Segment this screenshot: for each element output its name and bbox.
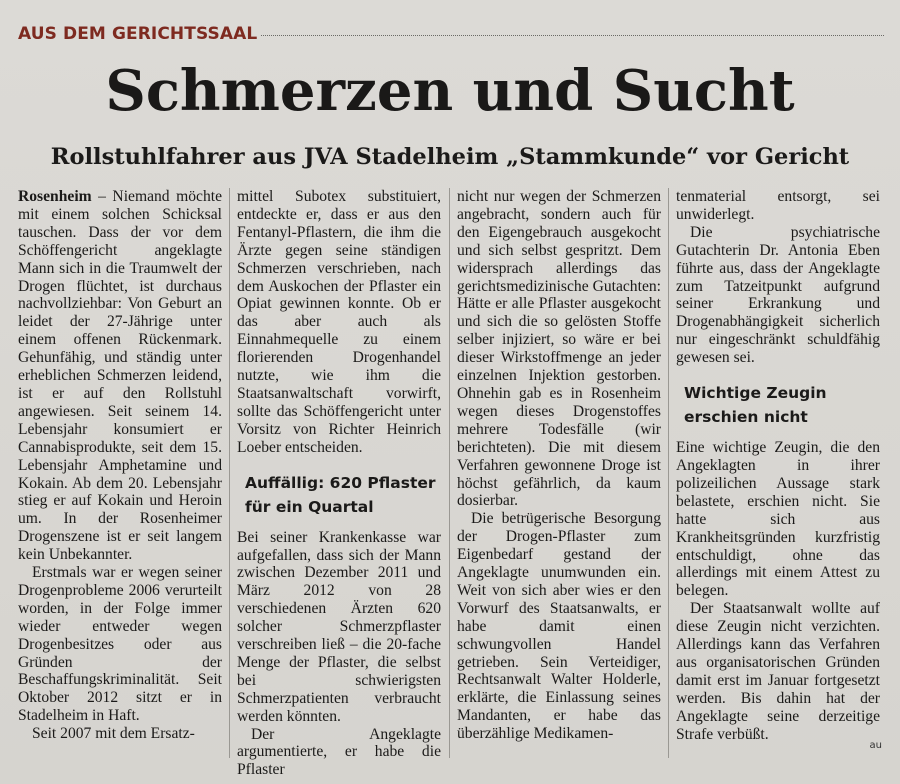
paragraph: Eine wichtige Zeugin, die den Angeklagten in ihrer polizeilichen Aussage stark belastete, erschien nicht. Sie hatte sich aus Krankheitsgründen kurzfristig entschuldigt, ohne das allerdings mit einem Attest zu belegen. [676,439,880,600]
article-column-2 [237,188,441,779]
paragraph: Der Angeklagte argumentierte, er habe die Pflaster [237,725,441,779]
paragraph: Erstmals war er wegen seiner Drogenprobleme 2006 verurteilt worden, in der Folge immer wieder entweder wegen Drogenbesitzes oder aus Gründen der Beschaffungskriminalität. Seit Oktober 2012 sitzt er in Stadelheim in Haft. [18,564,222,725]
paragraph [18,188,222,564]
paragraph: Der Staatsanwalt wollte auf diese Zeugin nicht verzichten. Allerdings kann das Verfahren aus organisatorischen Gründen damit erst im Januar fortgesetzt werden. Bis dahin hat der Angeklagte seine derzeitige Strafe verbüßt. [676,600,880,743]
author-tag: au [869,740,882,751]
article-column-1 [18,188,222,743]
paragraph: nicht nur wegen der Schmerzen angebracht, sondern auch für den Eigengebrauch ausgekocht und sich selbst gespritzt. Dem widersprach allerdings das gerichtsmedizinische Gutachten: Hätte er alle Pflaster ausgekocht und sich die so gelösten Stoffe selber injiziert, so wäre er bei dieser Wirkstoffmenge an jeder einzelnen Injektion gestorben. Ohnehin gab es in Rosenheim wegen dieses Drogenstoffes mehrere Todesfälle (wir berichteten). Die mit diesem Verfahren gewonnene Droge ist höchst gefährlich, da kaum dosierbar. [457,188,661,510]
rubric-dotted-rule [261,35,884,36]
rubric-row [18,24,884,46]
paragraph: tenmaterial entsorgt, sei unwiderlegt. [676,188,880,223]
intertitle: Wichtige Zeugin erschien nicht [684,384,827,427]
article-column-3 [457,188,661,743]
paragraph: Die betrügerische Besorgung der Drogen-Pflaster zum Eigenbedarf gestand der Angeklagte unumwunden ein. Weit von sich aber wies er den Vorwurf des Staatsanwalts, er habe damit einen schwungvollen Handel getrieben. Sein Verteidiger, Rechtsanwalt Walter Holderle, erklärte, die Einlassung seines Mandanten, er habe das überzählige Medikamen- [457,510,661,743]
column-divider [229,188,230,758]
subheadline: Rollstuhlfahrer aus JVA Stadelheim „Stammkunde“ vor Gericht [50,144,850,170]
paragraph: Die psychiatrische Gutachterin Dr. Antonia Eben führte aus, dass der Angeklagte zum Tatzeitpunkt aufgrund seiner Erkrankung und Drogenabhängigkeit sicherlich nur eingeschränkt schuldfähig gewesen sei. [676,223,880,367]
article-column-4 [676,188,880,743]
dateline: Rosenheim [18,188,92,205]
column-divider [449,188,450,758]
paragraph-text: – Niemand möchte mit einem solchen Schicksal tauschen. Dass der vor dem Schöffengericht angeklagte Mann sich in die Traumwelt der Drogen flüchtet, ist durchaus nachvollziehbar: Von Geburt an leidet der 27-Jährige unter einem offenen Rückenmark. Gehunfähig, und ständig unter erheblichen Schmerzen leidend, ist er auf den Rollstuhl angewiesen. Seit seinem 14. Lebensjahr konsumiert er Cannabisprodukte, seit dem 15. Lebensjahr Amphetamine und Kokain. Ab dem 20. Lebensjahr stieg er auf Kokain und Heroin um. In der Rosenheimer Drogenszene ist er seit langem kein Unbekannter. [18,188,222,564]
paragraph: mittel Subotex substituiert, entdeckte er, dass er aus den Fentanyl-Pflastern, die ihm die Ärzte gegen seine ständigen Schmerzen verschrieben, nach dem Auskochen der Pflaster ein Opiat gewinnen konnte. Ob er das aber auch als Einnahmequelle zu einem florierenden Drogenhandel nutzte, wie ihm die Staatsanwaltschaft vorwirft, sollte das Schöffengericht unter Vorsitz von Richter Heinrich Loeber entscheiden. [237,188,441,456]
rubric-label: AUS DEM GERICHTSSAAL [18,24,258,44]
headline: Schmerzen und Sucht [105,58,795,124]
intertitle: Auffällig: 620 Pflaster für ein Quartal [245,473,436,516]
paragraph: Seit 2007 mit dem Ersatz- [32,725,195,743]
paragraph: Bei seiner Krankenkasse war aufgefallen, dass sich der Mann zwischen Dezember 2011 und März 2012 von 28 verschiedenen Ärzten 620 solcher Schmerzpflaster verschreiben ließ – die 20-fache Menge der Pflaster, die selbst bei schwierigsten Schmerzpatienten verbraucht werden könnten. [237,528,441,725]
column-divider [668,188,669,758]
